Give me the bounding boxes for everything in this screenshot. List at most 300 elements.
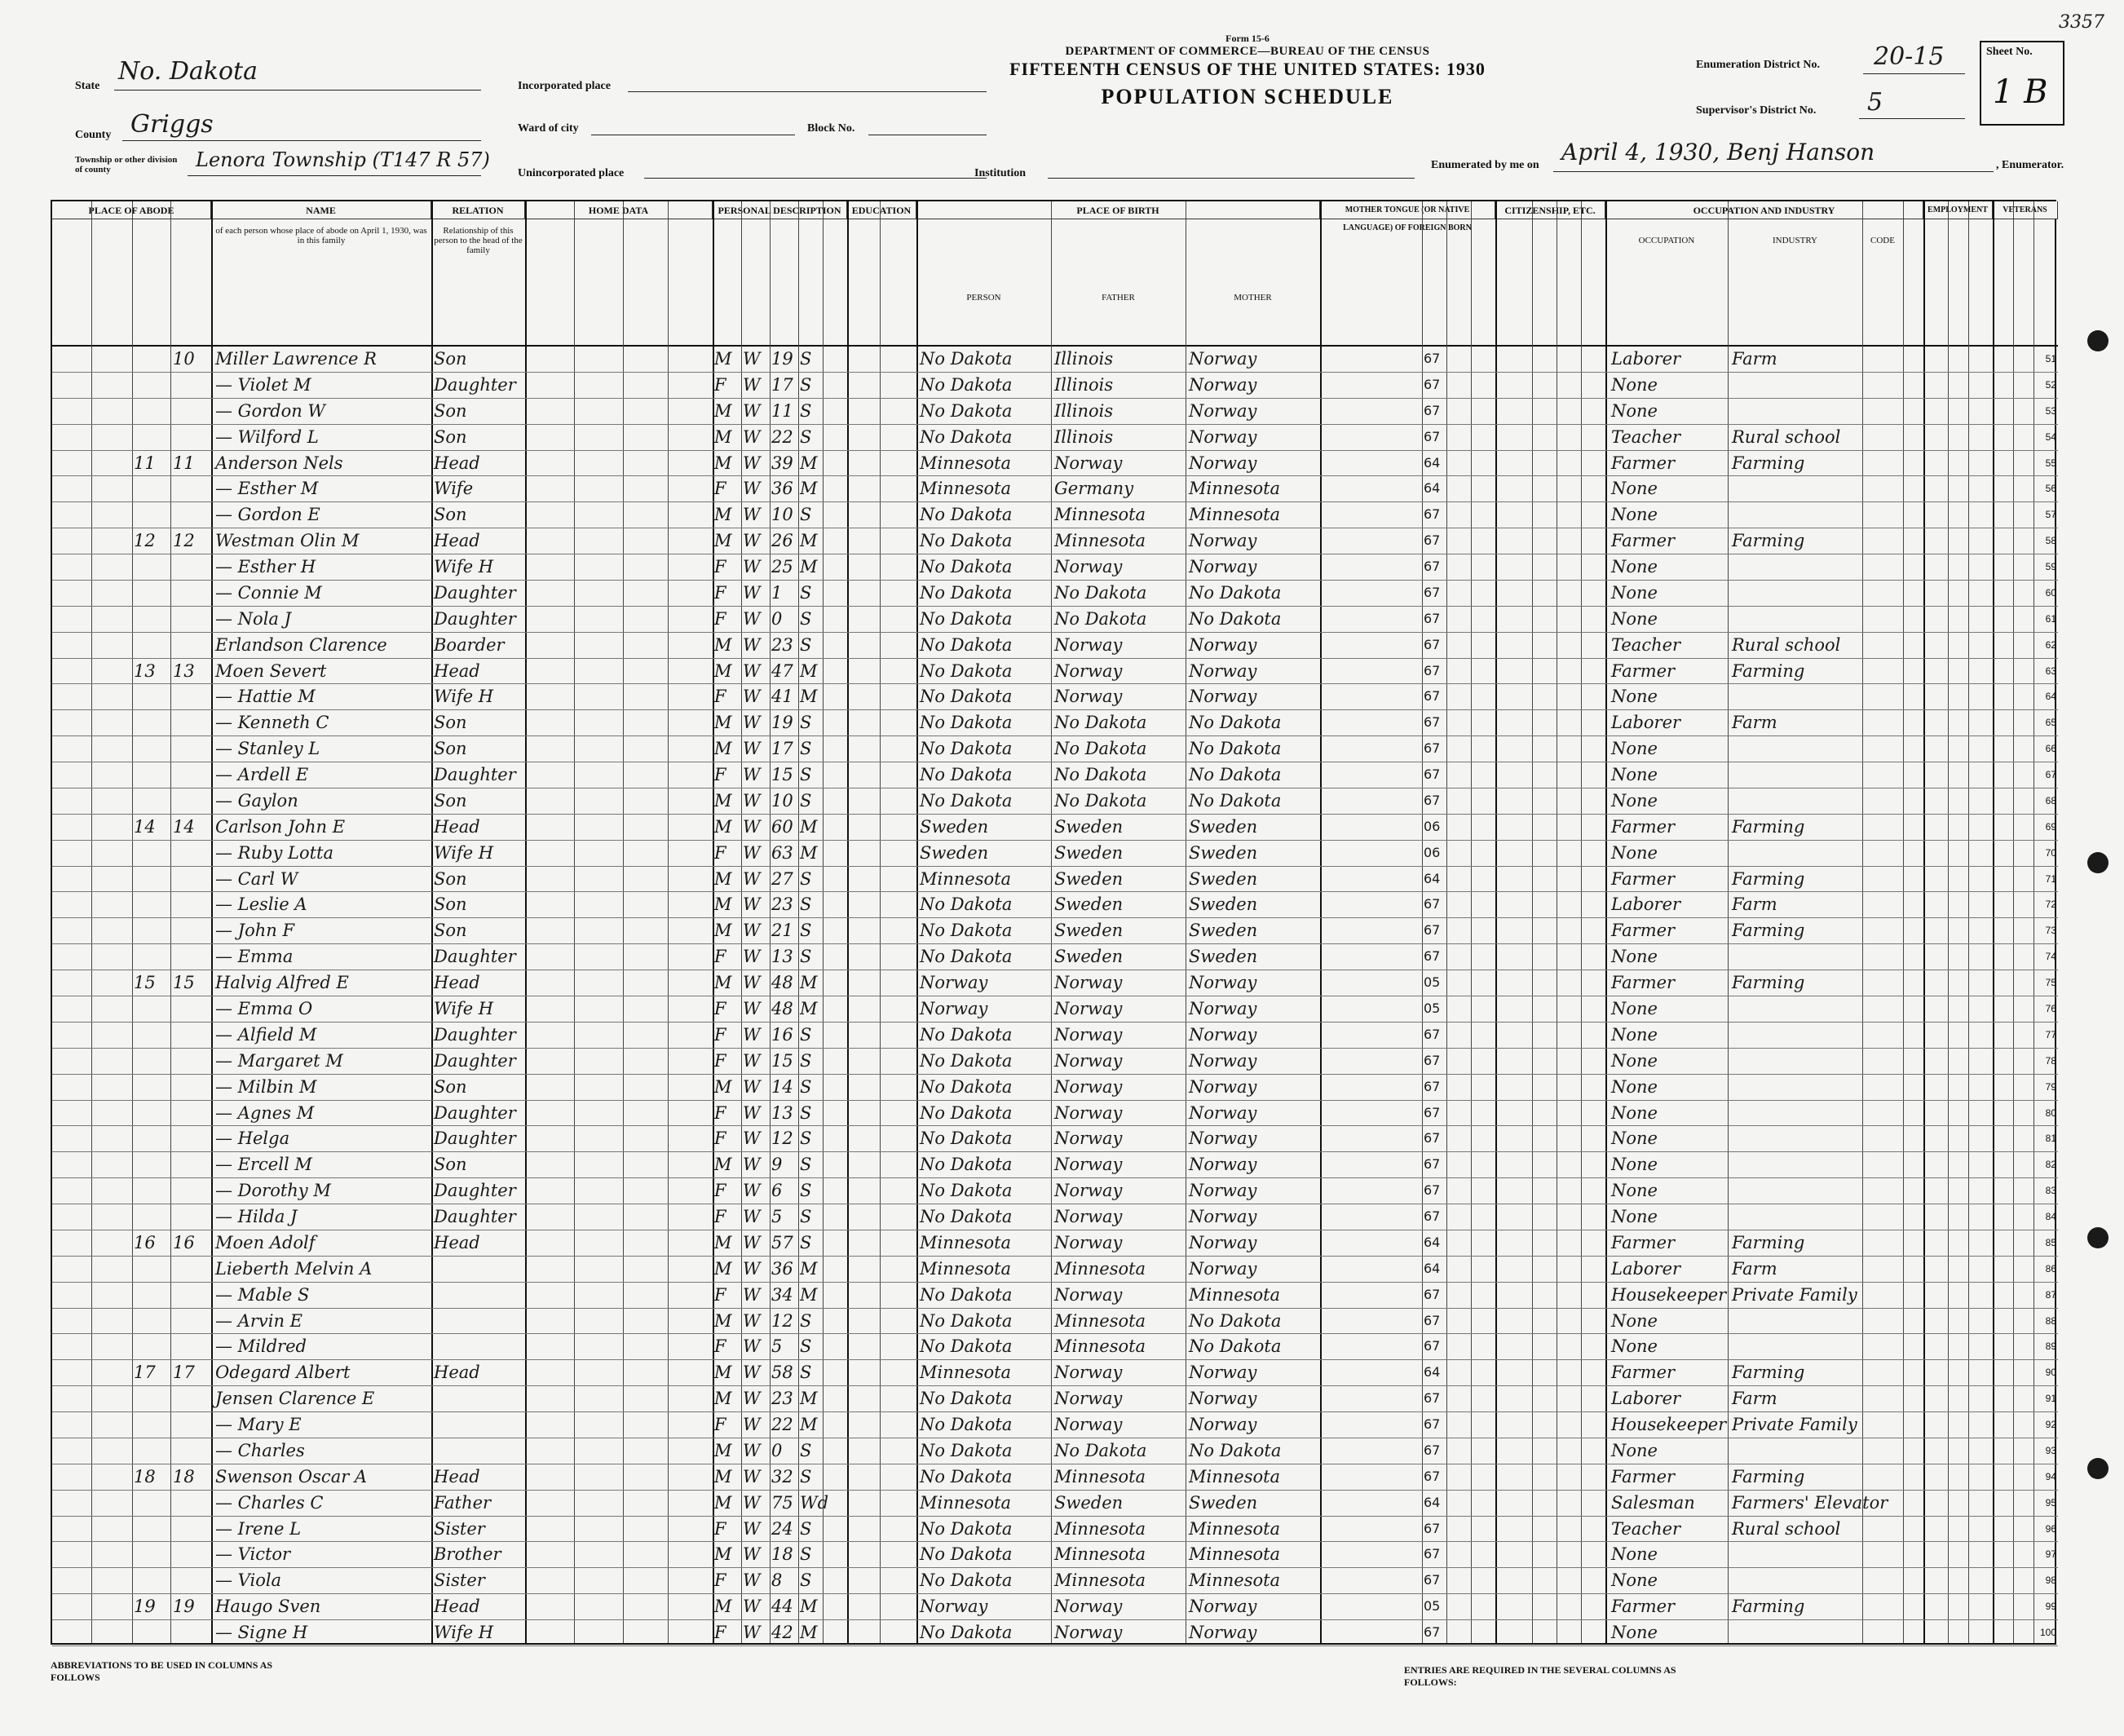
cell-mother: No Dakota: [1189, 765, 1282, 785]
cell-mother: Sweden: [1189, 921, 1258, 941]
cell-race: W: [743, 608, 761, 629]
line-number: 61: [2045, 612, 2056, 625]
cell-father: Norway: [1054, 1129, 1123, 1149]
cell-birth: No Dakota: [920, 713, 1013, 733]
cell-birth: No Dakota: [920, 349, 1013, 369]
cell-dwelling: [134, 502, 170, 527]
cell-race: W: [743, 765, 761, 785]
cell-father: No Dakota: [1054, 790, 1147, 811]
ward-label: Ward of city: [518, 122, 579, 135]
cell-dwelling: [134, 1568, 170, 1592]
cell-name: — Mildred: [215, 1336, 307, 1357]
cell-birth: No Dakota: [920, 1284, 1013, 1305]
cell-code: 67: [1424, 1182, 1441, 1199]
cell-family: [173, 1620, 210, 1645]
cell-race: W: [743, 1050, 761, 1071]
cell-father: Norway: [1054, 1155, 1123, 1175]
cell-code: 67: [1424, 1390, 1441, 1407]
cell-industry: [1732, 476, 1861, 501]
cell-mother: Minnesota: [1189, 1570, 1281, 1591]
enum-district-label: Enumeration District No.: [1696, 59, 1821, 71]
cell-family: [173, 607, 210, 631]
cell-name: — Wilford L: [215, 426, 319, 447]
cell-father: Norway: [1054, 1623, 1123, 1643]
enumerated-date: April 4, 1930, Benj Hanson: [1561, 139, 1875, 166]
cell-race: W: [743, 1518, 761, 1539]
cell-marital: S: [800, 374, 812, 395]
cell-marital: S: [800, 921, 812, 941]
cell-occupation: None: [1611, 374, 1658, 395]
cell-birth: Minnesota: [920, 1363, 1012, 1383]
cell-father: Norway: [1054, 660, 1123, 681]
cell-father: Illinois: [1054, 426, 1114, 447]
cell-age: 48: [771, 999, 793, 1018]
cell-name: — Irene L: [215, 1518, 302, 1539]
cell-father: Norway: [1054, 1207, 1123, 1227]
cell-mother: Norway: [1189, 1389, 1257, 1409]
cell-name: — Ruby Lotta: [215, 842, 333, 863]
cell-marital: M: [800, 453, 818, 473]
cell-occupation: Laborer: [1611, 713, 1681, 733]
cell-dwelling: 14: [134, 816, 156, 837]
cell-marital: M: [800, 687, 818, 707]
cell-relation: Sister: [434, 1518, 485, 1539]
cell-race: W: [743, 687, 761, 707]
cell-race: W: [743, 1544, 761, 1565]
cell-father: Minnesota: [1054, 505, 1146, 525]
cell-relation: [434, 1438, 523, 1463]
cell-family: [173, 425, 210, 449]
cell-name: — Arvin E: [215, 1310, 302, 1331]
cell-mother: Norway: [1189, 400, 1257, 421]
cell-father: Norway: [1054, 1415, 1123, 1435]
cell-birth: No Dakota: [920, 557, 1013, 577]
table-row: [52, 1464, 2058, 1491]
cell-marital: S: [800, 1570, 812, 1591]
cell-name: — Kenneth C: [215, 713, 329, 733]
cell-occupation: Farmer: [1611, 453, 1676, 473]
cell-marital: S: [800, 765, 812, 785]
township-label: Township or other division of county: [75, 155, 178, 174]
cell-name: — Signe H: [215, 1623, 308, 1643]
cell-race: W: [743, 1363, 761, 1383]
cell-mother: Norway: [1189, 1258, 1257, 1279]
cell-mother: Sweden: [1189, 816, 1258, 837]
cell-sex: M: [714, 1155, 732, 1175]
cell-dwelling: [134, 1075, 170, 1099]
population-table: [51, 200, 2056, 1645]
cell-race: W: [743, 1232, 761, 1252]
cell-age: 47: [771, 660, 793, 681]
cell-relation: Wife H: [434, 557, 494, 577]
cell-age: 26: [771, 531, 793, 551]
cell-father: Germany: [1054, 479, 1134, 499]
line-number: 89: [2045, 1341, 2056, 1353]
cell-marital: S: [800, 1336, 812, 1357]
cell-relation: Son: [434, 1076, 467, 1097]
cell-relation: Son: [434, 713, 467, 733]
cell-mother: Norway: [1189, 634, 1257, 655]
cell-code: 67: [1424, 1468, 1441, 1484]
cell-code: 05: [1424, 1598, 1441, 1615]
cell-race: W: [743, 1129, 761, 1149]
cell-relation: Brother: [434, 1544, 501, 1565]
cell-race: W: [743, 842, 761, 863]
cell-race: W: [743, 1389, 761, 1409]
cell-industry: Farmers' Elevator: [1732, 1492, 1888, 1513]
cell-age: 11: [771, 400, 793, 421]
cell-sex: M: [714, 895, 732, 915]
cell-sex: M: [714, 634, 732, 655]
group-personal: PERSONAL DESCRIPTION: [713, 201, 847, 219]
cell-family: [173, 1075, 210, 1099]
table-row: [52, 867, 2058, 893]
cell-sex: F: [714, 999, 726, 1018]
cell-race: W: [743, 713, 761, 733]
cell-occupation: None: [1611, 400, 1658, 421]
table-row: [52, 425, 2058, 451]
line-number: 60: [2045, 586, 2056, 599]
cell-age: 41: [771, 687, 793, 707]
cell-dwelling: 17: [134, 1363, 156, 1383]
cell-family: [173, 581, 210, 605]
cell-father: No Dakota: [1054, 582, 1147, 603]
cell-name: Miller Lawrence R: [215, 349, 377, 369]
cell-father: Minnesota: [1054, 1310, 1146, 1331]
cell-sex: M: [714, 1363, 732, 1383]
cell-occupation: None: [1611, 1076, 1658, 1097]
cell-relation: Son: [434, 400, 467, 421]
cell-family: [173, 762, 210, 787]
cell-name: — Margaret M: [215, 1050, 343, 1071]
cell-age: 17: [771, 739, 793, 759]
cell-relation: Son: [434, 426, 467, 447]
line-number: 83: [2045, 1185, 2056, 1197]
cell-age: 5: [771, 1207, 783, 1227]
cell-occupation: None: [1611, 842, 1658, 863]
cell-race: W: [743, 1207, 761, 1227]
cell-occupation: Laborer: [1611, 895, 1681, 915]
cell-mother: No Dakota: [1189, 1440, 1282, 1460]
cell-age: 16: [771, 1024, 793, 1045]
cell-occupation: Farmer: [1611, 531, 1676, 551]
cell-father: Illinois: [1054, 374, 1114, 395]
cell-industry: Farm: [1732, 1258, 1777, 1279]
cell-birth: No Dakota: [920, 1310, 1013, 1331]
table-row: [52, 762, 2058, 788]
cell-occupation: Farmer: [1611, 1232, 1676, 1252]
cell-code: 67: [1424, 662, 1441, 678]
cell-industry: [1732, 1334, 1861, 1358]
line-number: 64: [2045, 691, 2056, 703]
cell-industry: Farming: [1732, 868, 1805, 889]
cell-sex: M: [714, 349, 732, 369]
cell-race: W: [743, 973, 761, 993]
cell-age: 23: [771, 1389, 793, 1409]
cell-relation: Daughter: [434, 947, 516, 967]
cell-age: 34: [771, 1284, 793, 1305]
cell-name: Lieberth Melvin A: [215, 1258, 373, 1279]
cell-family: [173, 1568, 210, 1592]
table-row: [52, 1049, 2058, 1075]
cell-code: 67: [1424, 1338, 1441, 1354]
cell-name: Jensen Clarence E: [215, 1389, 375, 1409]
cell-father: Norway: [1054, 557, 1123, 577]
cell-code: 67: [1424, 1052, 1441, 1068]
table-row: [52, 1491, 2058, 1517]
cell-dwelling: [134, 607, 170, 631]
cell-sex: F: [714, 947, 726, 967]
cell-birth: Minnesota: [920, 1232, 1012, 1252]
cell-sex: F: [714, 1415, 726, 1435]
cell-occupation: None: [1611, 1181, 1658, 1201]
form-number: Form 15-6: [1225, 33, 1270, 44]
cell-mother: Norway: [1189, 1597, 1257, 1617]
table-row: [52, 1023, 2058, 1049]
table-row: [52, 1152, 2058, 1178]
cell-sex: M: [714, 973, 732, 993]
cell-dwelling: [134, 867, 170, 891]
cell-family: [173, 841, 210, 865]
line-number: 58: [2045, 535, 2056, 547]
cell-name: Moen Adolf: [215, 1232, 316, 1252]
cell-mother: Minnesota: [1189, 1284, 1281, 1305]
cell-family: [173, 684, 210, 709]
table-row: [52, 659, 2058, 685]
cell-family: [173, 1412, 210, 1437]
cell-name: — Gaylon: [215, 790, 298, 811]
cell-race: W: [743, 349, 761, 369]
cell-dwelling: [134, 373, 170, 397]
line-number: 53: [2045, 404, 2056, 417]
cell-name: — Viola: [215, 1570, 282, 1591]
cell-marital: S: [800, 1518, 812, 1539]
township-value: Lenora Township (T147 R 57): [196, 148, 490, 171]
cell-mother: Norway: [1189, 1623, 1257, 1643]
cell-age: 17: [771, 374, 793, 395]
cell-relation: [434, 1412, 523, 1437]
cell-industry: Farming: [1732, 531, 1805, 551]
cell-family: 19: [173, 1597, 195, 1617]
cell-race: W: [743, 868, 761, 889]
cell-industry: [1732, 581, 1861, 605]
cell-industry: [1732, 841, 1861, 865]
cell-birth: No Dakota: [920, 1544, 1013, 1565]
cell-occupation: Salesman: [1611, 1492, 1695, 1513]
cell-sex: F: [714, 687, 726, 707]
cell-marital: S: [800, 349, 812, 369]
cell-dwelling: 13: [134, 660, 156, 681]
cell-family: [173, 788, 210, 813]
cell-birth: No Dakota: [920, 660, 1013, 681]
cell-sex: F: [714, 1024, 726, 1045]
cell-age: 0: [771, 1440, 783, 1460]
cell-relation: Boarder: [434, 634, 505, 655]
cell-marital: S: [800, 1310, 812, 1331]
cell-sex: F: [714, 1102, 726, 1123]
cell-occupation: Laborer: [1611, 349, 1681, 369]
industry-column: INDUSTRY: [1772, 236, 1817, 245]
line-number: 100: [2039, 1627, 2056, 1639]
cell-occupation: None: [1611, 582, 1658, 603]
cell-mother: Norway: [1189, 1232, 1257, 1252]
cell-name: Erlandson Clarence: [215, 634, 387, 655]
cell-relation: Head: [434, 1232, 480, 1252]
cell-occupation: Farmer: [1611, 973, 1676, 993]
cell-occupation: None: [1611, 790, 1658, 811]
cell-birth: No Dakota: [920, 687, 1013, 707]
table-row: [52, 1204, 2058, 1230]
cell-code: 05: [1424, 1001, 1441, 1016]
cell-relation: Daughter: [434, 765, 516, 785]
cell-marital: S: [800, 868, 812, 889]
cell-relation: Father: [434, 1492, 492, 1513]
cell-race: W: [743, 374, 761, 395]
cell-industry: [1732, 1152, 1861, 1177]
cell-code: 67: [1424, 559, 1441, 575]
cell-mother: No Dakota: [1189, 739, 1282, 759]
cell-name: — Ardell E: [215, 765, 309, 785]
cell-race: W: [743, 1076, 761, 1097]
cell-family: [173, 1334, 210, 1358]
cell-birth: No Dakota: [920, 790, 1013, 811]
line-number: 99: [2045, 1601, 2056, 1613]
cell-occupation: None: [1611, 1336, 1658, 1357]
cell-dwelling: [134, 1334, 170, 1358]
cell-age: 36: [771, 1258, 793, 1279]
cell-family: 13: [173, 660, 195, 681]
cell-relation: Daughter: [434, 1102, 516, 1123]
cell-marital: M: [800, 999, 818, 1018]
cell-sex: F: [714, 1518, 726, 1539]
cell-mother: Norway: [1189, 687, 1257, 707]
cell-relation: Daughter: [434, 608, 516, 629]
cell-race: W: [743, 816, 761, 837]
line-number: 97: [2045, 1548, 2056, 1561]
cell-name: — Ercell M: [215, 1155, 312, 1175]
cell-race: W: [743, 453, 761, 473]
table-row: [52, 788, 2058, 815]
mother-column: MOTHER: [1234, 293, 1272, 303]
cell-code: 67: [1424, 948, 1441, 965]
cell-industry: [1732, 1568, 1861, 1592]
cell-industry: [1732, 399, 1861, 423]
cell-father: Minnesota: [1054, 1466, 1146, 1486]
table-row: [52, 373, 2058, 399]
cell-age: 15: [771, 765, 793, 785]
cell-occupation: None: [1611, 479, 1658, 499]
state-label: State: [75, 80, 100, 92]
table-row: [52, 1620, 2058, 1646]
cell-family: 17: [173, 1363, 195, 1383]
cell-mother: Minnesota: [1189, 479, 1281, 499]
cell-family: 15: [173, 973, 195, 993]
cell-occupation: None: [1611, 1623, 1658, 1643]
enumerated-label: Enumerated by me on: [1431, 159, 1539, 171]
cell-age: 36: [771, 479, 793, 499]
cell-age: 0: [771, 608, 783, 629]
cell-father: Norway: [1054, 1284, 1123, 1305]
cell-family: [173, 736, 210, 761]
punch-hole-3: [2087, 1227, 2109, 1248]
cell-occupation: None: [1611, 557, 1658, 577]
cell-mother: Norway: [1189, 999, 1257, 1018]
line-number: 88: [2045, 1314, 2056, 1327]
cell-mother: Minnesota: [1189, 505, 1281, 525]
cell-birth: Norway: [920, 973, 988, 993]
cell-sex: F: [714, 582, 726, 603]
cell-family: 10: [173, 349, 195, 369]
cell-relation: Head: [434, 531, 480, 551]
cell-occupation: None: [1611, 505, 1658, 525]
cell-relation: Head: [434, 660, 480, 681]
schedule-title: POPULATION SCHEDULE: [1101, 85, 1394, 108]
table-row: [52, 1178, 2058, 1204]
cell-age: 6: [771, 1181, 783, 1201]
cell-sex: M: [714, 1258, 732, 1279]
line-number: 96: [2045, 1522, 2056, 1535]
cell-occupation: Farmer: [1611, 868, 1676, 889]
cell-name: — Gordon W: [215, 400, 326, 421]
cell-code: 06: [1424, 844, 1441, 860]
entries-title: ENTRIES ARE REQUIRED IN THE SEVERAL COLUMNS AS FOLLOWS:: [1404, 1664, 1676, 1688]
cell-age: 19: [771, 713, 793, 733]
cell-race: W: [743, 947, 761, 967]
cell-name: — Hattie M: [215, 687, 316, 707]
cell-mother: No Dakota: [1189, 1336, 1282, 1357]
cell-marital: S: [800, 1232, 812, 1252]
cell-race: W: [743, 1440, 761, 1460]
cell-mother: Norway: [1189, 531, 1257, 551]
cell-code: 67: [1424, 610, 1441, 626]
line-number: 78: [2045, 1054, 2056, 1067]
cell-industry: Farm: [1732, 895, 1777, 915]
cell-race: W: [743, 1024, 761, 1045]
punch-hole-4: [2087, 1458, 2109, 1479]
cell-sex: M: [714, 1597, 732, 1617]
punch-hole-2: [2087, 852, 2109, 873]
cell-family: 16: [173, 1232, 195, 1252]
institution-label: Institution: [974, 167, 1027, 179]
cell-code: 67: [1424, 402, 1441, 418]
cell-mother: Sweden: [1189, 868, 1258, 889]
cell-family: [173, 1023, 210, 1047]
cell-dwelling: [134, 841, 170, 865]
table-row: [52, 1438, 2058, 1464]
cell-race: W: [743, 1310, 761, 1331]
cell-marital: S: [800, 1024, 812, 1045]
cell-industry: Farming: [1732, 660, 1805, 681]
cell-marital: S: [800, 947, 812, 967]
cell-relation: Daughter: [434, 1024, 516, 1045]
line-number: 85: [2045, 1236, 2056, 1248]
cell-occupation: None: [1611, 687, 1658, 707]
cell-occupation: None: [1611, 739, 1658, 759]
supervisor-value: 5: [1867, 88, 1883, 117]
cell-age: 12: [771, 1129, 793, 1149]
table-row: [52, 1230, 2058, 1257]
line-number: 92: [2045, 1419, 2056, 1431]
cell-father: Norway: [1054, 973, 1123, 993]
cell-birth: No Dakota: [920, 1102, 1013, 1123]
cell-age: 23: [771, 634, 793, 655]
cell-dwelling: [134, 684, 170, 709]
cell-code: 67: [1424, 766, 1441, 783]
cell-name: — Carl W: [215, 868, 298, 889]
cell-marital: M: [800, 1597, 818, 1617]
line-number: 82: [2045, 1159, 2056, 1171]
cell-occupation: Teacher: [1611, 634, 1681, 655]
